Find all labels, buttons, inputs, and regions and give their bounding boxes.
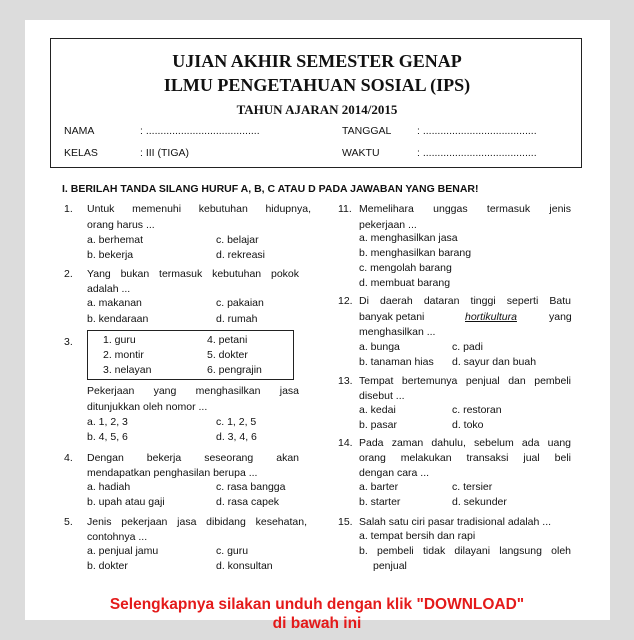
- q11-line1: Memelihara unggas termasuk jenis: [359, 203, 571, 215]
- q12-line3: menghasilkan ...: [359, 326, 436, 338]
- nama-field: : .......................................: [140, 125, 260, 137]
- section-instruction: I. BERILAH TANDA SILANG HURUF A, B, C ATAU D PADA JAWABAN YANG BENAR!: [62, 183, 479, 195]
- q3-item-4: 4. petani: [207, 334, 248, 346]
- q2-number: 2.: [64, 268, 73, 280]
- q15-option-b-line2: penjual: [373, 560, 407, 572]
- q3-option-a: a. 1, 2, 3: [87, 416, 128, 428]
- q12-option-d: d. sayur dan buah: [452, 356, 537, 368]
- q2-option-a: a. makanan: [87, 297, 142, 309]
- q1-option-c: c. belajar: [216, 234, 259, 246]
- q5-option-a: a. penjual jamu: [87, 545, 159, 557]
- q11-option-b: b. menghasilkan barang: [359, 247, 472, 259]
- q4-line1: Dengan bekerja seseorang akan: [87, 452, 299, 464]
- q5-number: 5.: [64, 516, 73, 528]
- q15-option-a: a. tempat bersih dan rapi: [359, 530, 476, 542]
- q12-line2a: banyak petani: [359, 311, 425, 323]
- q12-line1: Di daerah dataran tinggi seperti Batu: [359, 295, 571, 307]
- download-notice-line1: Selengkapnya silakan unduh dengan klik "DOWNLOAD": [109, 596, 525, 613]
- q3-item-1: 1. guru: [103, 334, 136, 346]
- q5-line2: contohnya ...: [87, 531, 148, 543]
- q15-option-b-line1: b. pembeli tidak dilayani langsung oleh: [359, 545, 571, 557]
- kelas-label: KELAS: [64, 147, 98, 159]
- q4-option-b: b. upah atau gaji: [87, 496, 165, 508]
- q14-option-d: d. sekunder: [452, 496, 507, 508]
- tanggal-field: : .......................................: [417, 125, 537, 137]
- q14-option-b: b. starter: [359, 496, 401, 508]
- q4-option-d: d. rasa capek: [216, 496, 280, 508]
- q1-option-a: a. berhemat: [87, 234, 144, 246]
- q3-line1: Pekerjaan yang menghasilkan jasa: [87, 385, 299, 397]
- q13-number: 13.: [338, 375, 353, 387]
- q12-option-a: a. bunga: [359, 341, 400, 353]
- q5-option-b: b. dokter: [87, 560, 128, 572]
- q13-line1: Tempat bertemunya penjual dan pembeli: [359, 375, 571, 387]
- q3-line2: ditunjukkan oleh nomor ...: [87, 401, 208, 413]
- q1-option-d: d. rekreasi: [216, 249, 266, 261]
- tanggal-label: TANGGAL: [342, 125, 392, 137]
- q11-option-d: d. membuat barang: [359, 277, 451, 289]
- q1-number: 1.: [64, 203, 73, 215]
- q4-line2: mendapatkan penghasilan berupa ...: [87, 467, 258, 479]
- q3-option-c: c. 1, 2, 5: [216, 416, 257, 428]
- q13-line2: disebut ...: [359, 390, 405, 402]
- q12-option-b: b. tanaman hias: [359, 356, 434, 368]
- q12-option-c: c. padi: [452, 341, 483, 353]
- q12-term-hortikultura: hortikultura: [465, 311, 517, 323]
- q14-option-a: a. barter: [359, 481, 399, 493]
- q1-option-b: b. bekerja: [87, 249, 134, 261]
- kelas-field: : III (TIGA): [140, 147, 189, 159]
- q2-option-d: d. rumah: [216, 313, 258, 325]
- q11-option-a: a. menghasilkan jasa: [359, 232, 458, 244]
- q4-option-a: a. hadiah: [87, 481, 131, 493]
- q13-option-d: d. toko: [452, 419, 484, 431]
- q3-item-6: 6. pengrajin: [207, 364, 262, 376]
- q2-option-c: c. pakaian: [216, 297, 264, 309]
- q1-line1: Untuk memenuhi kebutuhan hidupnya,: [87, 203, 311, 215]
- q5-option-d: d. konsultan: [216, 560, 273, 572]
- q2-option-b: b. kendaraan: [87, 313, 149, 325]
- q3-option-b: b. 4, 5, 6: [87, 431, 128, 443]
- q15-number: 15.: [338, 516, 353, 528]
- q13-option-c: c. restoran: [452, 404, 502, 416]
- q3-item-3: 3. nelayan: [103, 364, 152, 376]
- q2-line2: adalah ...: [87, 283, 131, 295]
- waktu-field: : .......................................: [417, 147, 537, 159]
- subject-title: ILMU PENGETAHUAN SOSIAL (IPS): [163, 75, 471, 95]
- q1-line2: orang harus ...: [87, 219, 155, 231]
- q14-line3: dengan cara ...: [359, 467, 430, 479]
- q13-option-a: a. kedai: [359, 404, 396, 416]
- q12-line2c: yang: [549, 311, 572, 323]
- q11-option-c: c. mengolah barang: [359, 262, 452, 274]
- q14-option-c: c. tersier: [452, 481, 493, 493]
- q13-option-b: b. pasar: [359, 419, 397, 431]
- q3-number: 3.: [64, 336, 73, 348]
- q14-line1: Pada zaman dahulu, sebelum ada uang: [359, 437, 571, 449]
- q14-number: 14.: [338, 437, 353, 449]
- q14-line2: orang melakukan transaksi jual beli: [359, 452, 571, 464]
- school-year: TAHUN AJARAN 2014/2015: [236, 102, 398, 117]
- q5-line1: Jenis pekerjaan jasa dibidang kesehatan,: [87, 516, 307, 528]
- download-notice-line2: di bawah ini: [272, 615, 362, 632]
- q4-option-c: c. rasa bangga: [216, 481, 286, 493]
- q12-number: 12.: [338, 295, 353, 307]
- q5-option-c: c. guru: [216, 545, 249, 557]
- nama-label: NAMA: [64, 125, 95, 137]
- q3-option-d: d. 3, 4, 6: [216, 431, 257, 443]
- q3-item-5: 5. dokter: [207, 349, 248, 361]
- waktu-label: WAKTU: [342, 147, 380, 159]
- exam-title: UJIAN AKHIR SEMESTER GENAP: [172, 51, 462, 71]
- q11-number: 11.: [338, 203, 352, 215]
- q11-line2: pekerjaan ...: [359, 219, 417, 231]
- q3-item-2: 2. montir: [103, 349, 144, 361]
- q15-line1: Salah satu ciri pasar tradisional adalah ...: [359, 516, 552, 528]
- q4-number: 4.: [64, 452, 73, 464]
- q2-line1: Yang bukan termasuk kebutuhan pokok: [87, 268, 299, 280]
